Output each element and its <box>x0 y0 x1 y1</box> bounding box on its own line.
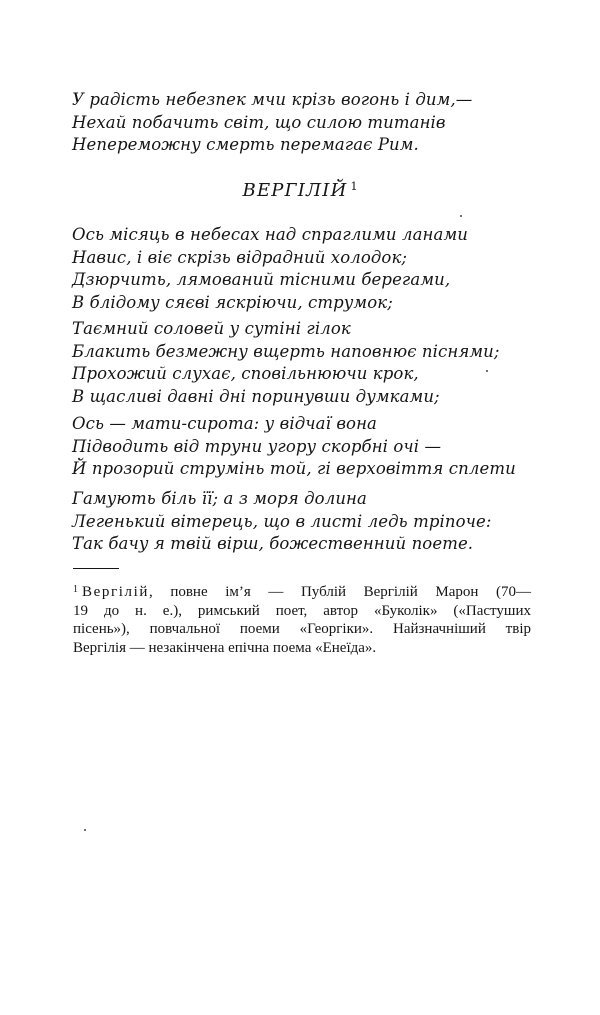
footnote-reference: 1 <box>350 180 358 193</box>
verse-stanza-4 <box>72 488 492 556</box>
print-speck <box>486 370 488 372</box>
footnote-text: , повне ім’я — Публій Вергілій Марон (70— <box>148 584 531 600</box>
verse-line: Таємний соловей у сутіні гілок <box>72 319 351 338</box>
poem-title <box>0 180 600 201</box>
verse-line: Ось — мати-сирота: у відчаї вона <box>72 414 377 433</box>
footnote-line: пісень»), повчальної поеми «Георгіки». Найзначніший твір <box>73 621 531 637</box>
verse-line: Легенький вітерець, що в листі ледь тріпоче: <box>72 511 492 531</box>
verse-line: Непереможну смерть перемагає Рим. <box>72 135 419 154</box>
verse-line: Ось місяць в небесах над спраглими ланами <box>72 225 468 244</box>
verse-line: Нехай побачить світ, що силою титанів <box>72 112 446 132</box>
verse-stanza-continued <box>72 89 472 157</box>
footnote-term: Вергілій <box>82 584 149 600</box>
verse-line: У радість небезпек мчи крізь вогонь і дим,— <box>72 90 473 109</box>
poem-title-text: ВЕРГІЛІЙ <box>242 180 348 201</box>
verse-stanza-2 <box>72 318 500 408</box>
footnote-divider <box>73 568 119 569</box>
verse-line: Прохожий слухає, сповільнюючи крок, <box>72 364 419 383</box>
print-speck <box>460 215 462 217</box>
footnote-line: 19 до н. е.), римський поет, автор «Буколік» («Пастуших <box>73 602 531 619</box>
verse-line: Навис, і віє скрізь відрадний холодок; <box>72 247 408 267</box>
footnote <box>73 581 531 657</box>
verse-line: Підводить від труни угору скорбні очі — <box>72 436 442 456</box>
verse-line: Так бачу я твій вірш, божественний поете. <box>72 534 474 553</box>
verse-line: Й прозорий струмінь той, гі верховіття сплети <box>72 459 516 478</box>
footnote-line: Вергілія — незакінчена епічна поема «Енеїда». <box>73 639 377 656</box>
verse-line: Гамують біль її; а з моря долина <box>72 489 367 508</box>
footnote-line <box>73 581 531 602</box>
verse-stanza-3 <box>72 413 516 481</box>
verse-line: В блідому сяєві яскріючи, струмок; <box>72 292 393 312</box>
print-speck <box>84 829 86 831</box>
verse-stanza-1 <box>72 224 468 314</box>
verse-line: Дзюрчить, лямований тісними берегами, <box>72 270 451 289</box>
verse-line: В щасливі давні дні поринувши думками; <box>72 386 440 406</box>
footnote-marker: 1 <box>73 584 78 595</box>
verse-line: Блакить безмежну вщерть наповнює піснями; <box>72 341 500 361</box>
